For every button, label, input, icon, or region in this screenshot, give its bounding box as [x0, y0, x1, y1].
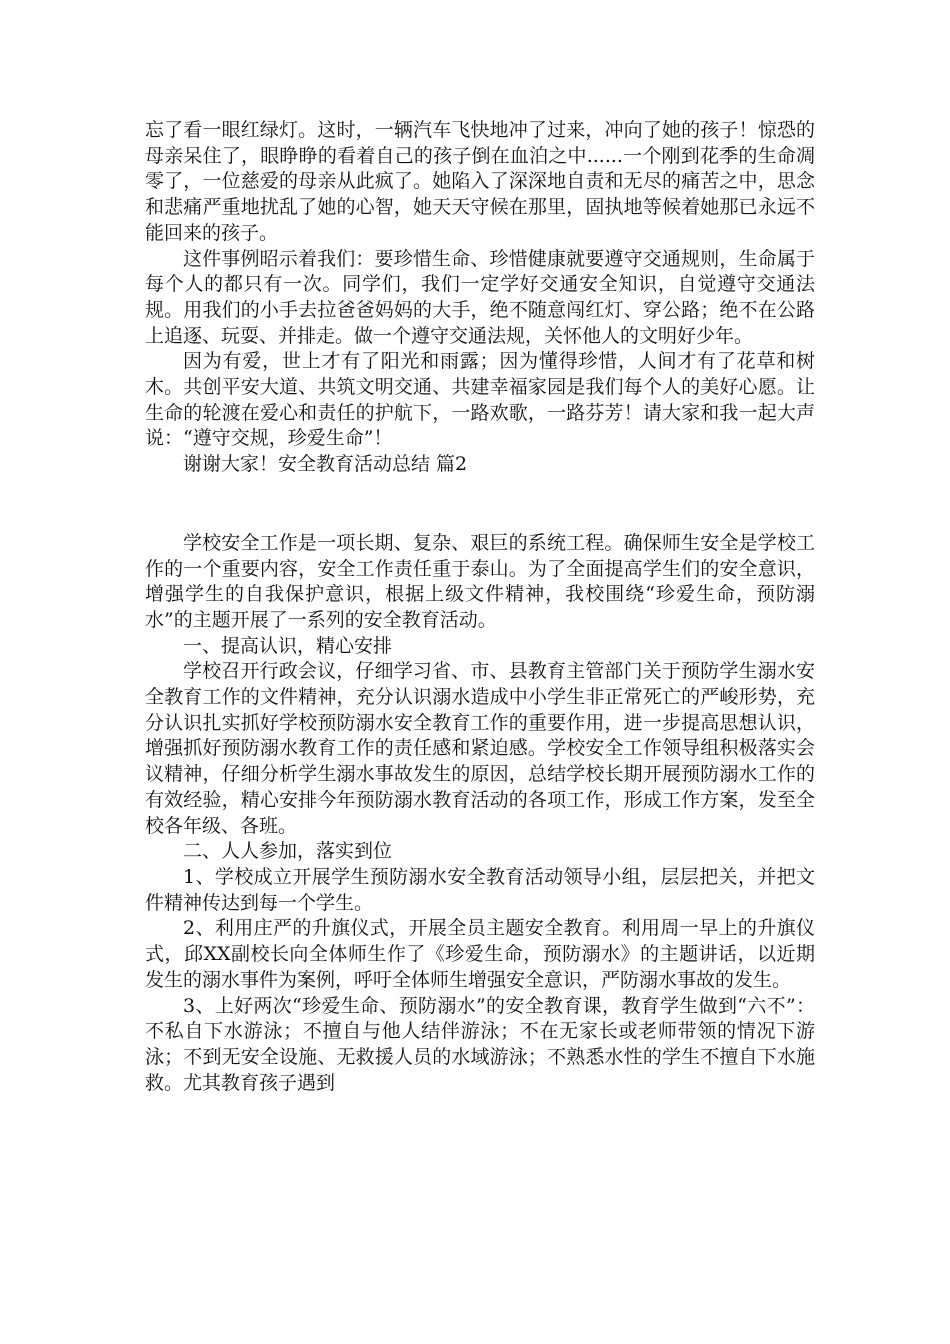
- paragraph-meeting: 学校召开行政会议，仔细学习省、市、县教育主管部门关于预防学生溺水安全教育工作的文件精神，充分认识溺水造成中小学生非正常死亡的严峻形势，充分认识扎实抓好学校预防溺水安全教育工作的重要作用，进一步提高思想认识，增强抓好预防溺水教育工作的责任感和紧迫感。学校安全工作领导组积极落实会议精神，仔细分析学生溺水事故发生的原因，总结学校长期开展预防溺水工作的有效经验，精心安排今年预防溺水教育活动的各项工作，形成工作方案，发至全校各年级、各班。: [145, 660, 815, 837]
- paragraph-accident-story: 忘了看一眼红绿灯。这时，一辆汽车飞快地冲了过来，冲向了她的孩子！惊恐的母亲呆住了，眼睁睁的看着自己的孩子倒在血泊之中......一个刚到花季的生命凋零了，一位慈爱的母亲从此疯了。她陷入了深深地自责和无尽的痛苦之中，思念和悲痛严重地扰乱了她的心智，她天天守候在那里，固执地等候着她那已永远不能回来的孩子。: [145, 119, 815, 244]
- document-page: [145, 118, 815, 1096]
- list-item-2: 2、利用庄严的升旗仪式，开展全员主题安全教育。利用周一早上的升旗仪式，邱XX副校长向全体师生作了《珍爱生命，预防溺水》的主题讲话，以近期发生的溺水事件为案例，呼吁全体师生增强安全意识，严防溺水事故的发生。: [145, 917, 815, 991]
- spacer: [145, 478, 815, 531]
- list-item-1: 1、学校成立开展学生预防溺水安全教育活动领导小组，层层把关，并把文件精神传达到每一个学生。: [145, 865, 815, 914]
- paragraph-lesson: 这件事例昭示着我们：要珍惜生命、珍惜健康就要遵守交通规则，生命属于每个人的都只有一次。同学们，我们一定学好交通安全知识，自觉遵守交通法规。用我们的小手去拉爸爸妈妈的大手，绝不随意闯红灯、穿公路；绝不在公路上追逐、玩耍、并排走。做一个遵守交通法规，关怀他人的文明好少年。: [145, 247, 815, 347]
- list-item-3: 3、上好两次“珍爱生命、预防溺水”的安全教育课，教育学生做到“六不”：不私自下水游泳；不擅自与他人结伴游泳；不在无家长或老师带领的情况下游泳；不到无安全设施、无救援人员的水域游泳；不熟悉水性的学生不擅自下水施救。尤其教育孩子遇到: [145, 994, 815, 1094]
- heading-raise-awareness: 一、提高认识，精心安排: [183, 634, 393, 657]
- paragraph-closing: 因为有爱，世上才有了阳光和雨露；因为懂得珍惜，人间才有了花草和树木。共创平安大道、共筑文明交通、共建幸福家园是我们每个人的美好心愿。让生命的轮渡在爱心和责任的护航下，一路欢歌，一路芬芳！请大家和我一起大声说：“遵守交规，珍爱生命”！: [145, 350, 815, 450]
- paragraph-intro: 学校安全工作是一项长期、复杂、艰巨的系统工程。确保师生安全是学校工作的一个重要内容，安全工作责任重于泰山。为了全面提高学生们的安全意识，增强学生的自我保护意识，根据上级文件精神，我校围绕“珍爱生命，预防溺水”的主题开展了一系列的安全教育活动。: [145, 531, 815, 631]
- section-heading-part2: 谢谢大家！安全教育活动总结 篇2: [183, 453, 468, 476]
- heading-participation: 二、人人参加，落实到位: [183, 840, 393, 863]
